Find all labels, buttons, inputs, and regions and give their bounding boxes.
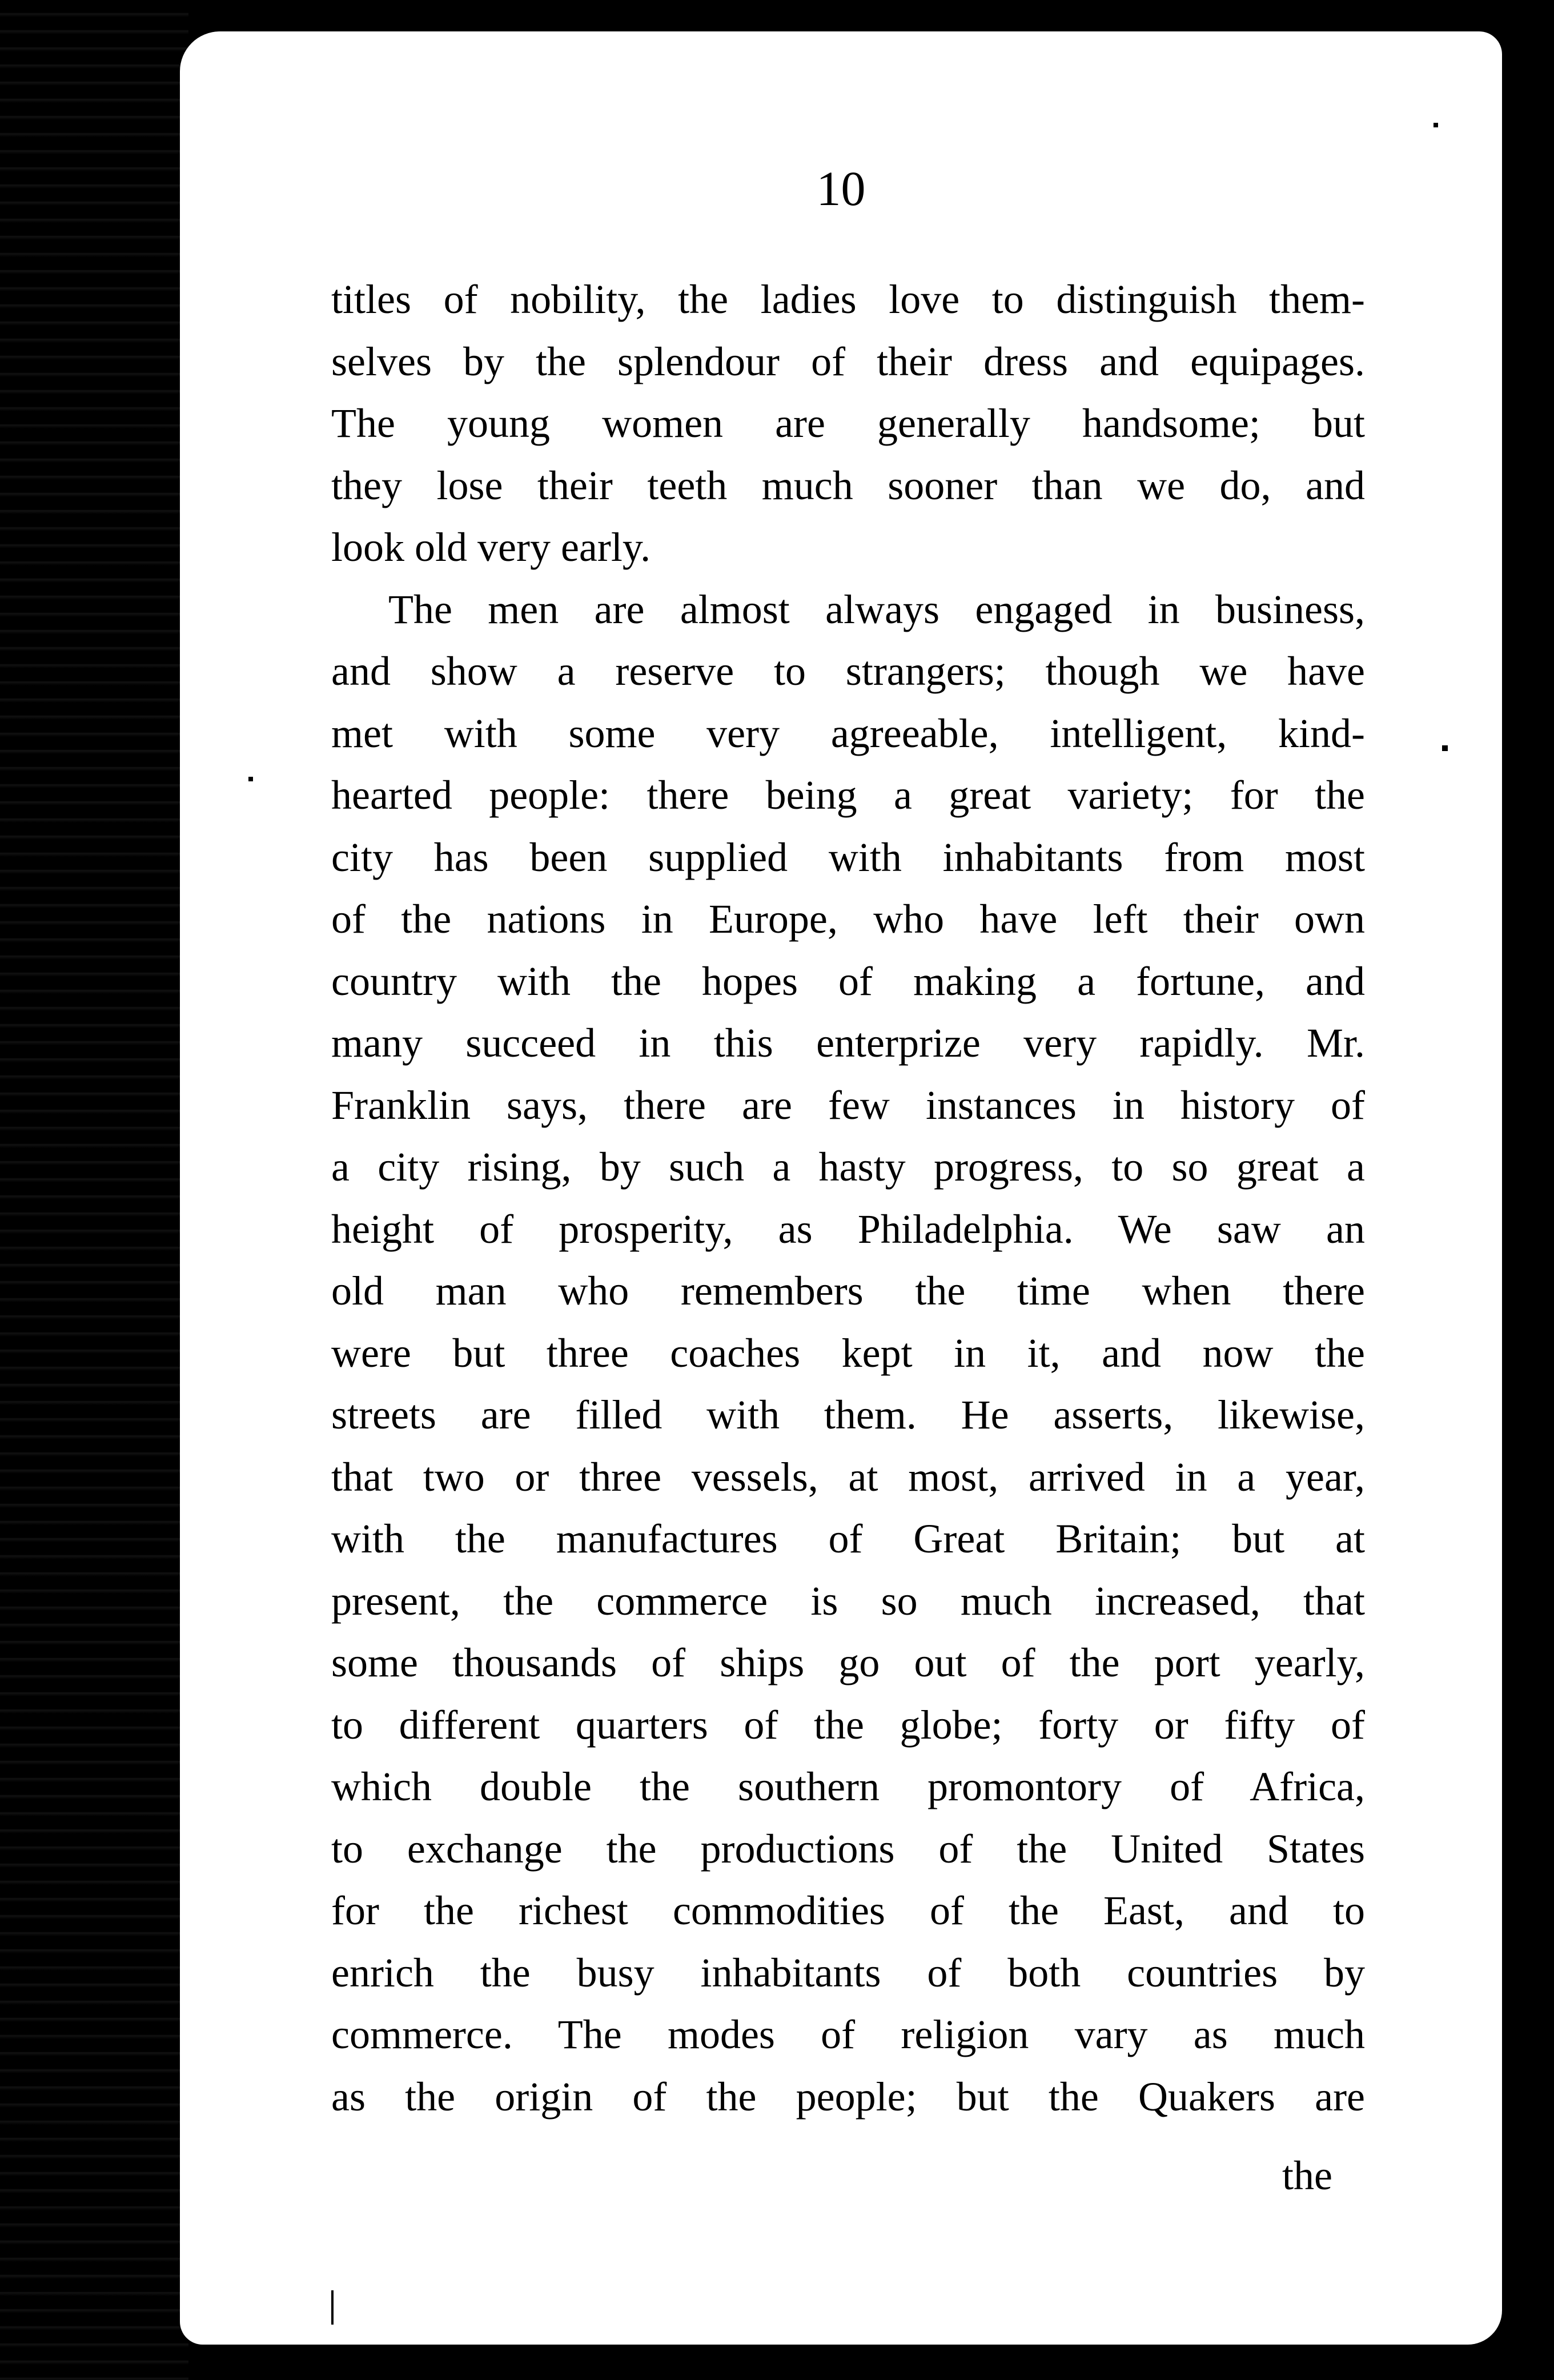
text-line: enrich the busy inhabitants of both countries by: [331, 1949, 1365, 1996]
text-line: to exchange the productions of the United States: [331, 1825, 1365, 1872]
text-line: Franklin says, there are few instances in history of: [331, 1082, 1365, 1128]
text-line: commerce. The modes of religion vary as much: [331, 2012, 1365, 2057]
ink-speck: [1433, 123, 1438, 127]
text-line: and show a reserve to strangers; though we have: [331, 648, 1365, 694]
ink-speck: [248, 777, 253, 781]
text-line: of the nations in Europe, who have left their own: [331, 896, 1365, 942]
text-line: met with some very agreeable, intelligent, kind-: [331, 710, 1365, 756]
text-line: many succeed in this enterprize very rapidly. Mr.: [331, 1020, 1365, 1066]
text-line: selves by the splendour of their dress and equipages.: [331, 338, 1365, 384]
text-line: country with the hopes of making a fortune, and: [331, 958, 1365, 1004]
text-line: hearted people: there being a great variety; for the: [331, 772, 1365, 818]
text-line: to different quarters of the globe; forty or fifty of: [331, 1701, 1365, 1748]
text-line: for the richest commodities of the East, and to: [331, 1888, 1365, 1933]
text-line: as the origin of the people; but the Quakers are: [331, 2073, 1365, 2120]
ink-speck: [1442, 745, 1448, 751]
text-line: some thousands of ships go out of the port yearly,: [331, 1640, 1365, 1685]
book-page: [180, 31, 1502, 2345]
text-line: present, the commerce is so much increased, that: [331, 1578, 1365, 1624]
text-line: look old very early.: [331, 524, 651, 570]
text-line: streets are filled with them. He asserts, likewise,: [331, 1392, 1365, 1438]
text-line: height of prosperity, as Philadelphia. We saw an: [331, 1206, 1365, 1252]
body-text: [331, 268, 1365, 2128]
text-line: The men are almost always engaged in business,: [388, 586, 1365, 632]
page-number: 10: [816, 161, 866, 216]
text-line: which double the southern promontory of Africa,: [331, 1764, 1365, 1809]
ink-speck: [331, 2290, 334, 2325]
text-line: with the manufactures of Great Britain; but at: [331, 1516, 1365, 1562]
text-line: they lose their teeth much sooner than we do, and: [331, 462, 1365, 508]
text-line: old man who remembers the time when there: [331, 1268, 1365, 1314]
catchword: the: [1282, 2153, 1332, 2198]
text-line: that two or three vessels, at most, arrived in a year,: [331, 1454, 1365, 1500]
text-line: titles of nobility, the ladies love to distinguish them-: [331, 276, 1365, 322]
text-line: city has been supplied with inhabitants from most: [331, 834, 1365, 880]
text-line: were but three coaches kept in it, and now the: [331, 1330, 1365, 1376]
binding-shadow: [0, 0, 188, 2380]
text-line: a city rising, by such a hasty progress, to so great a: [331, 1144, 1365, 1190]
text-line: The young women are generally handsome; but: [331, 400, 1365, 446]
